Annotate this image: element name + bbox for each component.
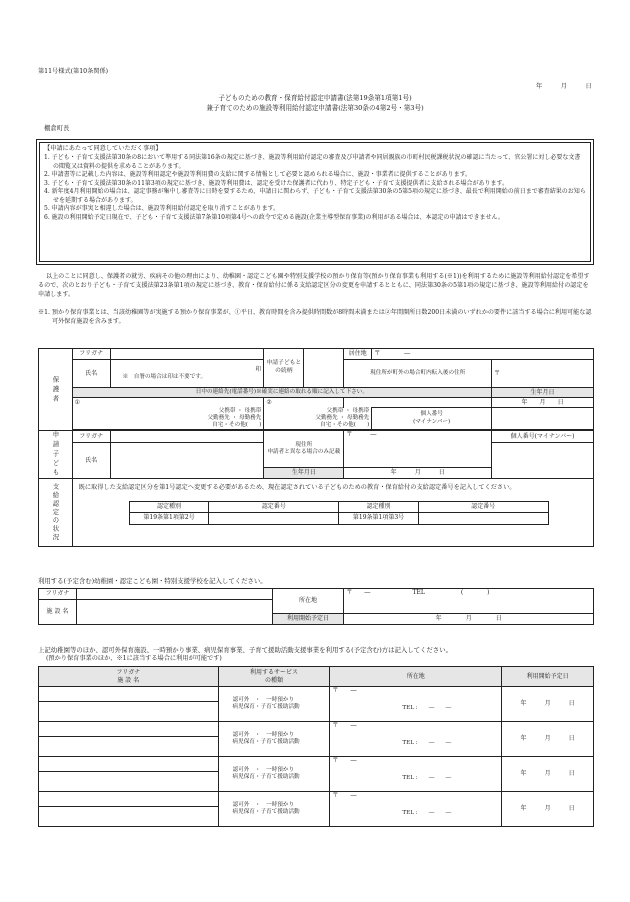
service-row-4-name[interactable] <box>39 807 219 827</box>
guardian-birthdate-input[interactable]: 年 月 日 <box>492 398 594 408</box>
child-address-label: 現住所 申請者と異なる場合のみ記載 <box>264 431 344 468</box>
moving-address-input[interactable]: 〒 <box>492 360 594 388</box>
service-row-2-start[interactable]: 年 月 日 <box>502 722 594 757</box>
status-cell <box>72 479 593 547</box>
service-row-2-furigana[interactable] <box>39 722 219 737</box>
service-row-1-name[interactable] <box>39 702 219 722</box>
child-section-label: 申請子ども <box>39 431 73 479</box>
kindergarten-location-label: 所在地 <box>272 589 344 614</box>
kindergarten-intro: 利用する(予定含む)幼稚園・認定こども園・特別支援学校を記入してください。 <box>38 577 267 585</box>
cert-type-2: 第19条第1項第3号 <box>339 512 419 524</box>
child-furigana-label: フリガナ <box>72 431 110 443</box>
kindergarten-name-input[interactable] <box>76 600 272 625</box>
child-name-input[interactable] <box>110 443 264 479</box>
seal-mark: 印 <box>255 365 262 373</box>
guardian-furigana-label: フリガナ <box>72 349 110 360</box>
service-row-1-furigana[interactable] <box>39 687 219 702</box>
cert-number-header-1: 認定番号 <box>209 501 339 512</box>
submission-date: 年 月 日 <box>536 83 592 90</box>
contact-1[interactable]: ① <box>72 398 264 408</box>
status-section-label: 支給認定の状況 <box>39 479 73 547</box>
guardian-furigana-input[interactable] <box>110 349 264 360</box>
notice-item-5: 5. 申請内容が事実と相違した場合は、施設等利用給付認定を取り消すことがあります。 <box>44 205 280 213</box>
child-birthdate-label: 生年月日 <box>264 468 344 479</box>
kindergarten-furigana-label: フリガナ <box>39 589 77 600</box>
child-birthdate-input[interactable]: 年 月 日 <box>344 468 492 479</box>
service-row-1-start[interactable]: 年 月 日 <box>502 687 594 722</box>
col-start-date: 利用開始予定日 <box>502 667 594 687</box>
addressee: 棚倉町長 <box>44 124 70 132</box>
service-row-2-location[interactable]: 〒 ― TEL : ― ― <box>330 722 502 757</box>
kindergarten-furigana-input[interactable] <box>76 589 272 600</box>
contact-2-type[interactable]: 父携帯 ・ 母携帯 父勤務先 ・ 母勤務先 自宅・その他( ) <box>264 408 372 430</box>
relation-input[interactable] <box>304 349 344 388</box>
service-row-3-start[interactable]: 年 月 日 <box>502 757 594 792</box>
service-row-4-location[interactable]: 〒 ― TEL : ― ― <box>330 792 502 827</box>
seal-note: ※ 自署の場合は印は不要です。 <box>122 373 207 380</box>
footnote: ※1. 預かり保育事業とは、当該幼稚園等が実施する預かり保育事業が、①平日、教育時間を含み提供時間数が8時間未満または②年間開所日数200日未満のいずれかの要件に該当する場合に利用可能な認可外保育施設を含みます。 <box>38 309 592 326</box>
cert-number-input-2[interactable] <box>418 512 548 524</box>
child-mynumber-label: 個人番号(マイナンバー) <box>492 431 594 443</box>
service-row-2-name[interactable] <box>39 737 219 757</box>
kindergarten-location-input[interactable]: 〒 ― TEL ( ) <box>344 589 594 614</box>
cert-number-table <box>129 501 549 525</box>
notice-item-1: 1. 子ども・子育て支援法第30条の8において準用する同法第16条の規定に基づき、施設等利用給付認定の審査及び申請者や同居親族の市町村民税課税状況の確認に当たって、官公署に対し必要な文書の閲覧又は資料の提供を求めることがあります。 <box>44 153 581 170</box>
address-input[interactable]: 〒 ― <box>372 349 594 360</box>
child-name-label: 氏名 <box>72 443 110 479</box>
kindergarten-start-label: 利用開始予定日 <box>272 614 344 625</box>
cert-number-input-1[interactable] <box>209 512 339 524</box>
col-service-type: 利用するサービス の種類 <box>218 667 330 687</box>
guardian-name-label: 氏名 <box>72 360 110 388</box>
service-row-3-name[interactable] <box>39 772 219 792</box>
contact-note: 日中の連絡先(電話番号)※確実に連絡の取れる順に記入して下さい。 <box>72 388 491 398</box>
kindergarten-table <box>38 588 594 625</box>
guardian-mynumber-input[interactable] <box>492 408 594 430</box>
child-furigana-input[interactable] <box>110 431 264 443</box>
guardian-birthdate-label: 生年月日 <box>492 388 594 398</box>
cert-type-header-1: 認定種別 <box>129 501 209 512</box>
child-address-input[interactable]: 〒 ― <box>344 431 492 468</box>
notice-item-4: 4. 新年度4月利用開始の場合は、認定事務が集中し審査等に日時を要するため、申請日に関わらず、子ども・子育て支援法第30条の5第5項の規定に基づき、最長で利用開始の前日まで審査結果のお知らせを延期する場合があります。 <box>44 188 586 204</box>
form-number: 第11号様式(第10条関係) <box>38 68 109 75</box>
child-mynumber-input[interactable] <box>492 443 594 479</box>
contact-2[interactable]: ② <box>264 398 344 408</box>
form-title-line1: 子どものための教育・保育給付認定申請書(法第19条第1項第1号) <box>218 94 412 102</box>
service-row-4-furigana[interactable] <box>39 792 219 807</box>
kindergarten-start-input[interactable]: 年 月 日 <box>344 614 594 625</box>
cert-type-header-2: 認定種別 <box>339 501 419 512</box>
notice-heading: 【申請にあたって同意していただく事項】 <box>44 145 162 152</box>
service-row-1-type[interactable]: 認可外 ・ 一時預かり 病児保育・子育て援助活動 <box>218 687 330 722</box>
consent-notice-box <box>36 139 594 265</box>
notice-item-3: 3. 子ども・子育て支援法第30条の11第3項の規定に基づき、施設等利用費は、認定を受けた保護者に代わり、特定子ども・子育て支援提供者に支給される場合があります。 <box>44 179 509 187</box>
col-facility-name: フリガナ 施 設 名 <box>39 667 219 687</box>
application-statement: 以上のことに同意し、保護者の就労、疾病その他の理由により、幼稚園・認定こども園や特別支援学校の預かり保育等(預かり保育事業も利用する(※1))を利用するために施設等利用給付認定を希望するので、次のとおり子ども・子育て支援法第23条第1項の規定に基づき、教育・保育給付に係る支給認定区分の変更を申請するとともに、同法第30条の5第1項の規定に基づき、施設等利用給付の認定を申請します。 <box>38 273 590 299</box>
cert-number-header-2: 認定番号 <box>418 501 548 512</box>
applicant-table <box>38 348 594 547</box>
service-row-3-furigana[interactable] <box>39 757 219 772</box>
other-services-intro: 上記幼稚園等のほか、認可外保育施設、一時預かり事業、病児保育事業、子育て援助活動支援事業を利用する(予定含む)方は記入してください。 <box>38 646 452 654</box>
col-location: 所在地 <box>330 667 502 687</box>
relation-label: 申請子どもとの続柄 <box>264 349 304 388</box>
service-row-2-type[interactable]: 認可外 ・ 一時預かり 病児保育・子育て援助活動 <box>218 722 330 757</box>
other-services-table <box>38 666 594 827</box>
service-row-4-start[interactable]: 年 月 日 <box>502 792 594 827</box>
notice-item-6: 6. 施設の利用開始予定日現在で、子ども・子育て支援法第7条第10項第4号への政令で定める施設(企業主導型保育事業)の利用がある場合は、本認定の申請はできません。 <box>44 213 504 221</box>
form-title-line2: 兼子育てのための施設等利用給付認定申請書(法第30条の4第2号・第3号) <box>206 104 424 112</box>
other-services-note: (預かり保育事業のほか、※1に該当する場合に利用が可能です) <box>46 655 222 662</box>
service-row-4-type[interactable]: 認可外 ・ 一時預かり 病児保育・子育て援助活動 <box>218 792 330 827</box>
guardian-name-input[interactable] <box>110 360 264 388</box>
guardian-section-label: 保護者 <box>39 349 73 431</box>
moving-address-label: 現住所が町外の場合町内転入後の住所 <box>344 360 492 388</box>
guardian-mynumber-label: 個人番号 (マイナンバー) <box>372 408 492 430</box>
address-label: 居住地 <box>344 349 372 360</box>
service-row-1-location[interactable]: 〒 ― TEL : ― ― <box>330 687 502 722</box>
status-text: 既に取得した支給認定区分を第1号認定へ変更する必要があるため、現在認定されている子どものための教育・保育給付の支給認定番号を記入してください。 <box>78 484 516 492</box>
service-row-3-location[interactable]: 〒 ― TEL : ― ― <box>330 757 502 792</box>
contact-1-type[interactable]: 父携帯 ・ 母携帯 父勤務先 ・ 母勤務先 自宅・その他( ) <box>72 408 264 430</box>
cert-type-1: 第19条第1項第2号 <box>129 512 209 524</box>
service-row-3-type[interactable]: 認可外 ・ 一時預かり 病児保育・子育て援助活動 <box>218 757 330 792</box>
kindergarten-name-label: 施 設 名 <box>39 600 77 625</box>
notice-item-2: 2. 申請書等に記載した内容は、施設等利用認定や施設等利用費の支給に関する情報として必要と認められる場合に、施設・事業者に提供することがあります。 <box>44 171 472 179</box>
